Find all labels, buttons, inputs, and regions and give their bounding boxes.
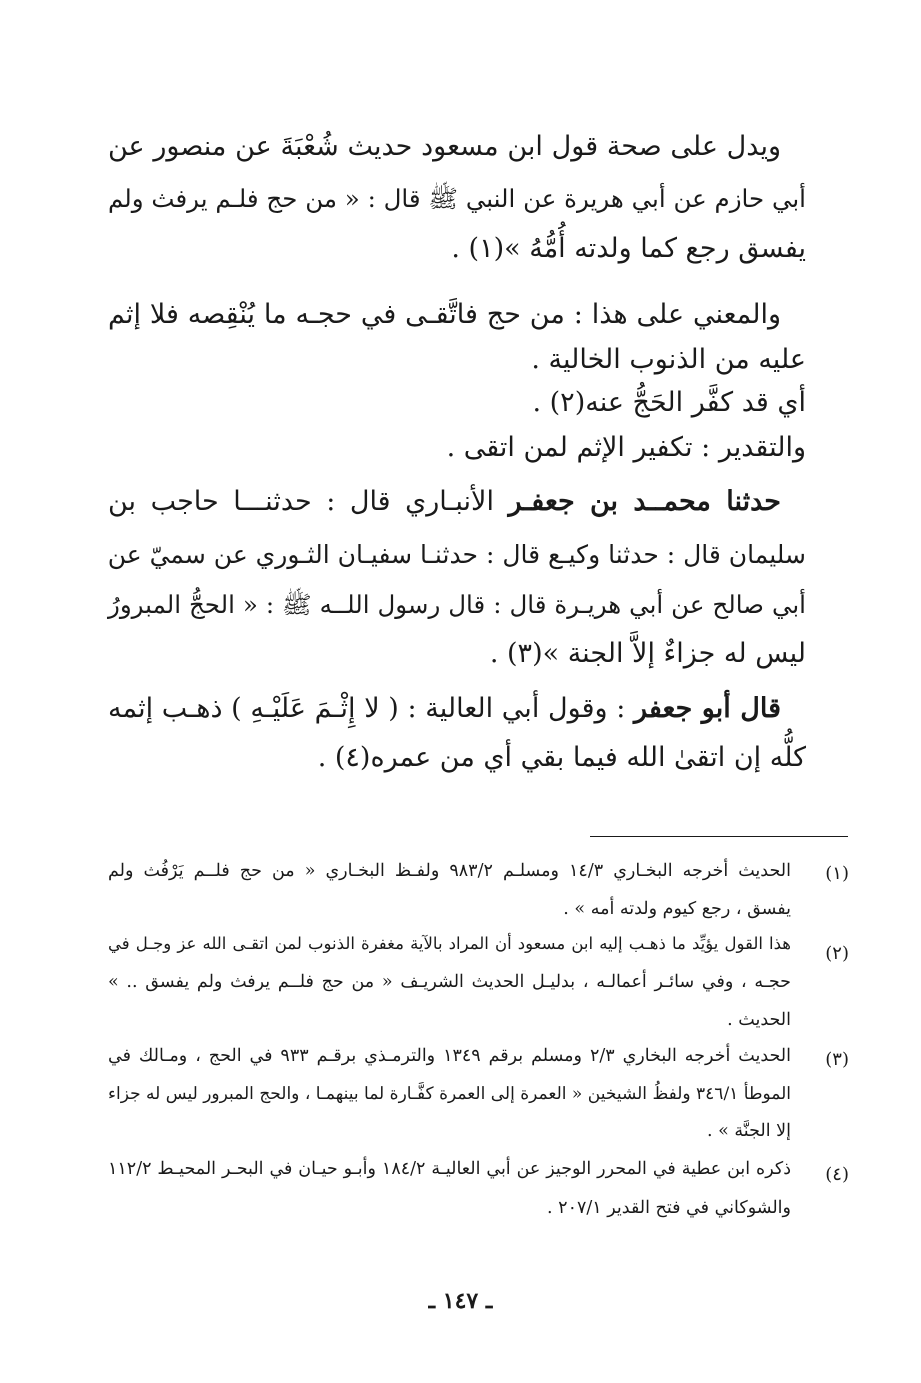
footnote-number: (٤) xyxy=(825,1164,849,1185)
body-line-text: الأنبـاري قال : حدثنـــا حاجب بن xyxy=(108,486,494,517)
body-line: أي قد كفَّر الحَجُّ عنه(٢) . xyxy=(532,387,806,418)
footnote-line: والشوكاني في فتح القدير ٢٠٧/١ . xyxy=(547,1198,791,1218)
footnote-number: (٣) xyxy=(825,1049,849,1070)
body-line-with-lead xyxy=(108,482,781,522)
body-line: أبي حازم عن أبي هريرة عن النبي ﷺ قال : « من حج فلـم يرفث ولم xyxy=(108,184,806,213)
page-number: ـ ١٤٧ ـ xyxy=(428,1288,493,1314)
footnote-line: الحديث أخرجه البخـاري ١٤/٣ ومسلـم ٩٨٣/٢ ولفـظ البخـاري « من حج فلــم يَرْفُث ولم xyxy=(108,861,791,881)
body-line: والمعني على هذا : من حج فاتَّقـى في حجـه ما يُنْقِصه فلا إثم xyxy=(108,299,781,330)
footnote-number: (١) xyxy=(825,863,849,884)
footnote-number: (٢) xyxy=(825,943,849,964)
body-line-with-lead xyxy=(108,689,781,729)
body-line: أبي صالح عن أبي هريـرة قال : قال رسول اللــه ﷺ : « الحجُّ المبرورُ xyxy=(108,590,806,619)
body-line: عليه من الذنوب الخالية . xyxy=(531,344,806,375)
footnote-line: ذكره ابن عطية في المحرر الوجيز عن أبي العاليـة ١٨٤/٢ وأبـو حيـان في البحـر المحيـط ١١٢/٢ xyxy=(108,1159,791,1179)
footnote-line: يفسق ، رجع كيوم ولدته أمه » . xyxy=(563,899,791,919)
footnote-line: هذا القول يؤيِّد ما ذهـب إليه ابن مسعود أن المراد بالآية مغفرة الذنوب لمن اتقـى الله عز وجـل في xyxy=(108,934,791,953)
speaker-lead: قال أبو جعفر xyxy=(633,693,781,724)
body-line: ويدل على صحة قول ابن مسعود حديث شُعْبَةَ عن منصور عن xyxy=(108,131,781,162)
body-line: ليس له جزاءٌ إلاَّ الجنة »(٣) . xyxy=(489,638,806,669)
footnote-line: الحديث . xyxy=(727,1010,791,1030)
footnote-line: إلا الجنَّة » . xyxy=(707,1121,791,1141)
footnote-line: حجـه ، وفي سائـر أعمالـه ، بدليـل الحديث الشريـف « من حج فلــم يرفث ولم يفسق .. » xyxy=(108,972,791,992)
body-line: سليمان قال : حدثنا وكيـع قال : حدثنـا سفيـان الثـوري عن سميّ عن xyxy=(107,540,806,569)
footnote-line: الحديث أخرجه البخاري ٢/٣ ومسلم برقم ١٣٤٩ والترمـذي برقـم ٩٣٣ في الحج ، ومـالك في xyxy=(108,1046,791,1066)
footnote-line: الموطأ ٣٤٦/١ ولفظُ الشيخين « العمرة إلى العمرة كفَّـارة لما بينهمـا ، والحج المبرور ليس له جزاء xyxy=(108,1084,791,1104)
body-line-text: : وقول أبي العالية : ( لا إِثْـمَ عَلَيْـهِ ) ذهـب إثمه xyxy=(108,693,626,724)
speaker-lead: حدثنا محمــد بن جعفـر xyxy=(508,486,781,517)
body-line: كلُّه إن اتقىٰ الله فيما بقي أي من عمره(٤) . xyxy=(317,742,806,773)
body-line: والتقدير : تكفير الإثم لمن اتقى . xyxy=(446,432,806,463)
body-line: يفسق رجع كما ولدته أُمُّهُ »(١) . xyxy=(451,233,806,264)
footnote-separator xyxy=(590,836,848,837)
